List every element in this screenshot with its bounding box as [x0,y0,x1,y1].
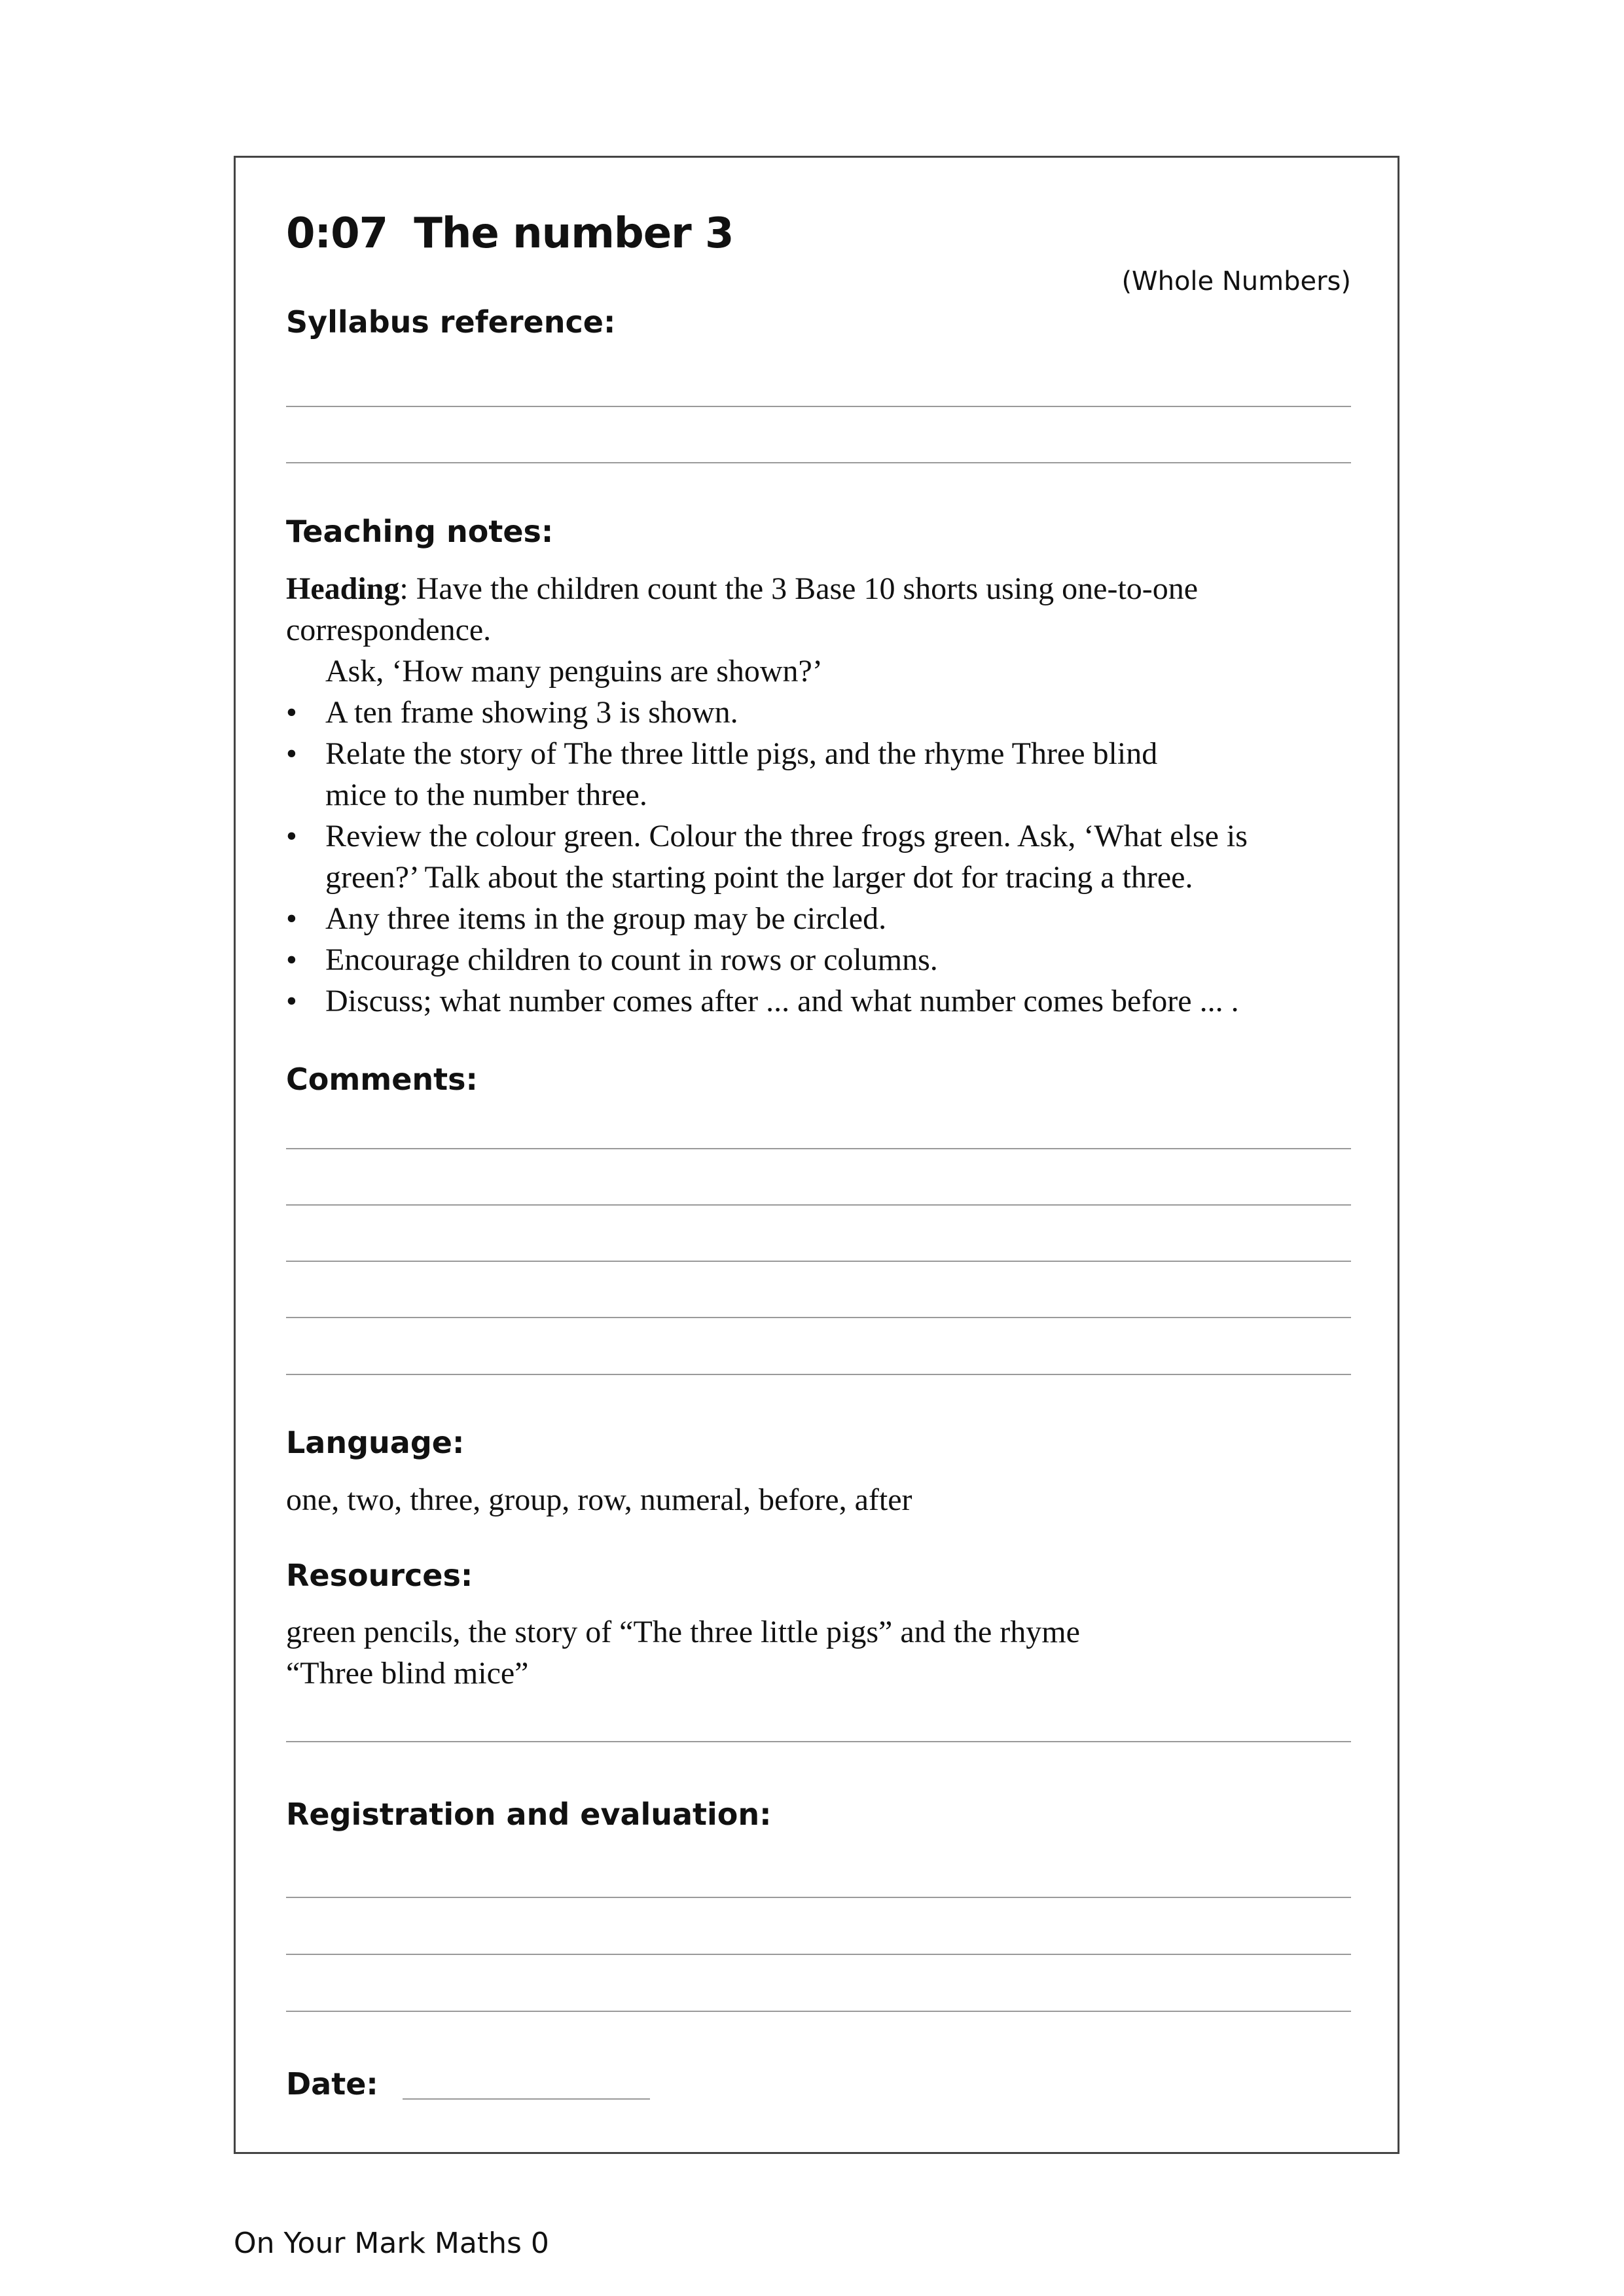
resources-heading: Resources: [286,1558,473,1593]
teaching-bullet-list [286,692,1351,1022]
bullet-icon: • [286,736,297,771]
resources-line[interactable] [286,1741,1351,1742]
registration-line-3[interactable] [286,2011,1351,2012]
resources-text [286,1611,1351,1694]
strand-label: (Whole Numbers) [1121,266,1351,296]
lesson-title: The number 3 [414,209,734,258]
teaching-intro [286,568,1351,651]
footer-text: On Your Mark Maths 0 [234,2227,549,2260]
bullet-icon: • [286,901,297,936]
syllabus-line-1[interactable] [286,406,1351,407]
language-heading: Language: [286,1425,465,1460]
list-item: • Any three items in the group may be circled. [286,898,1351,939]
registration-line-1[interactable] [286,1897,1351,1898]
intro-text: : Have the children count the 3 Base 10 shorts using one-to-one correspondence. [286,571,1199,647]
date-label: Date: [286,2066,378,2102]
bullet-icon: • [286,984,297,1018]
list-item: • A ten frame showing 3 is shown. [286,692,1351,733]
teaching-notes-body [286,568,1351,1022]
bullet-icon: • [286,695,297,730]
intro-bold: Heading [286,571,400,606]
comments-heading: Comments: [286,1062,478,1097]
comments-line-1[interactable] [286,1148,1351,1149]
list-item: • Discuss; what number comes after ... and what number comes before ... . [286,980,1351,1022]
lesson-number: 0:07 [286,209,388,258]
comments-line-3[interactable] [286,1261,1351,1262]
resources-line-1: green pencils, the story of “The three little pigs” and the rhyme [286,1615,1080,1649]
comments-line-5[interactable] [286,1374,1351,1375]
bullet-icon: • [286,942,297,977]
list-item: • Relate the story of The three little pigs, and the rhyme Three blind mice to the number three. [286,733,1351,816]
comments-line-4[interactable] [286,1317,1351,1318]
teaching-notes-heading: Teaching notes: [286,514,554,549]
registration-line-2[interactable] [286,1954,1351,1955]
syllabus-heading: Syllabus reference: [286,304,616,340]
syllabus-line-2[interactable] [286,462,1351,463]
list-item: • Review the colour green. Colour the three frogs green. Ask, ‘What else is green?’ Talk about the starting point the larger dot for tracing a three. [286,816,1351,898]
registration-heading: Registration and evaluation: [286,1797,772,1832]
resources-line-2: “Three blind mice” [286,1656,529,1691]
date-line[interactable] [403,2098,650,2100]
page-title [286,209,734,258]
teaching-ask: Ask, ‘How many penguins are shown?’ [325,654,823,689]
page-frame [234,156,1399,2154]
language-text: one, two, three, group, row, numeral, before, after [286,1482,912,1517]
list-item: • Encourage children to count in rows or columns. [286,939,1351,980]
comments-line-2[interactable] [286,1204,1351,1206]
bullet-icon: • [286,819,297,853]
